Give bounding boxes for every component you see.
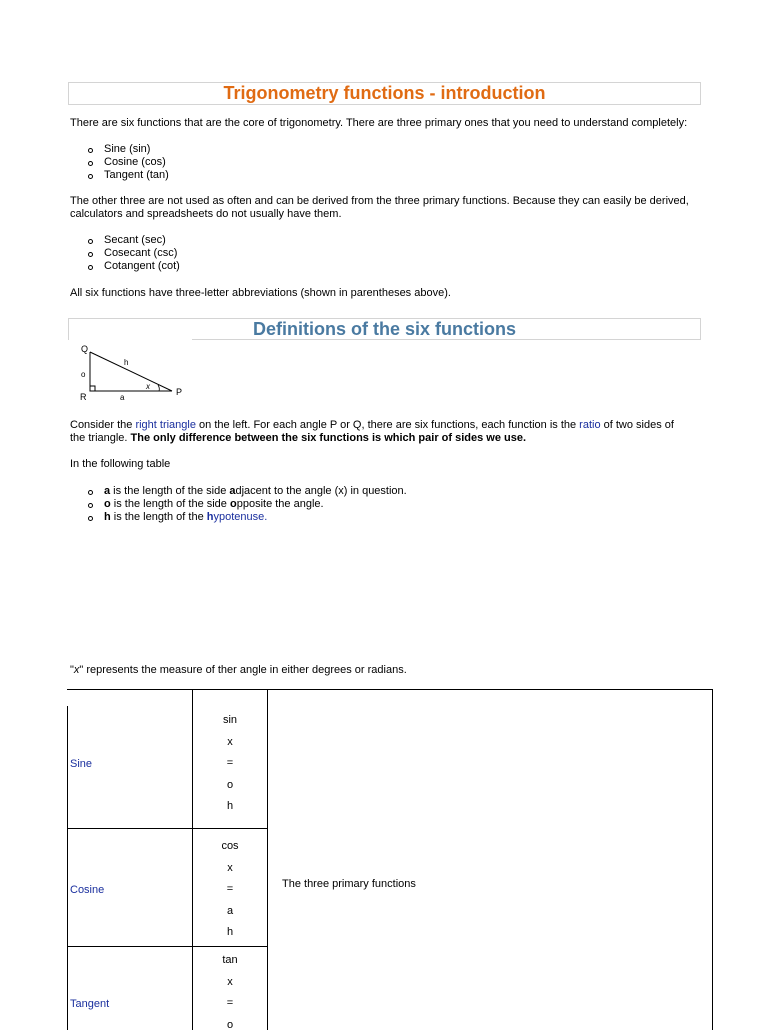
page-title: Trigonometry functions - introduction: [68, 82, 701, 105]
consider-paragraph: Consider the right triangle on the left. For each angle P or Q, there are six functions, each function is the ratio of two sides of the triangle. The only difference between the six functions is which pair of sides we use.: [70, 419, 674, 444]
list-item: Tangent (tan): [88, 169, 169, 182]
list-item: Cosecant (csc): [88, 247, 180, 260]
list-item: Sine (sin): [88, 143, 169, 156]
cosine-formula: cos x = a h: [221, 840, 239, 938]
label-p: P: [176, 387, 183, 397]
abbreviation-note: All six functions have three-letter abbreviations (shown in parentheses above).: [70, 287, 451, 299]
derived-paragraph: The other three are not used as often and can be derived from the three primary functions. Because they can easily be derived, calculators and spreadsheets do not usually have them.: [70, 195, 689, 220]
list-item: h is the length of the hypotenuse.: [88, 511, 407, 524]
following-text: In the following table: [70, 458, 171, 470]
tangent-formula: tan x = o: [222, 954, 238, 1031]
label-x: x: [146, 382, 150, 391]
label-h: h: [124, 358, 129, 367]
list-item: o is the length of the side opposite the angle.: [88, 498, 407, 511]
sine-formula: sin x = o h: [222, 714, 238, 812]
label-r: R: [80, 392, 87, 402]
list-item: Secant (sec): [88, 234, 180, 247]
label-q: Q: [81, 344, 89, 354]
list-item: a is the length of the side adjacent to the angle (x) in question.: [88, 485, 407, 498]
right-triangle-diagram: [76, 340, 186, 402]
side-definitions-list: [88, 485, 407, 524]
primary-functions-note: The three primary functions: [282, 878, 416, 890]
secondary-functions-list: [88, 234, 180, 273]
label-a: a: [120, 393, 125, 402]
table-row-sine-name[interactable]: Sine: [70, 758, 93, 770]
table-row-cosine-name[interactable]: Cosine: [70, 884, 105, 896]
hypotenuse-link[interactable]: ypotenuse.: [213, 511, 268, 523]
right-triangle-link[interactable]: right triangle: [135, 419, 196, 431]
section-heading: Definitions of the six functions: [68, 318, 701, 340]
intro-paragraph: There are six functions that are the core of trigonometry. There are three primary ones that you need to understand completely:: [70, 117, 688, 129]
label-o: o: [81, 370, 86, 379]
primary-functions-list: [88, 143, 169, 182]
x-note: "x" represents the measure of ther angle in either degrees or radians.: [70, 664, 407, 676]
functions-table: [67, 689, 713, 1030]
table-row-tangent-name[interactable]: Tangent: [70, 998, 110, 1010]
list-item: Cotangent (cot): [88, 260, 180, 273]
list-item: Cosine (cos): [88, 156, 169, 169]
ratio-link[interactable]: ratio: [579, 419, 601, 431]
